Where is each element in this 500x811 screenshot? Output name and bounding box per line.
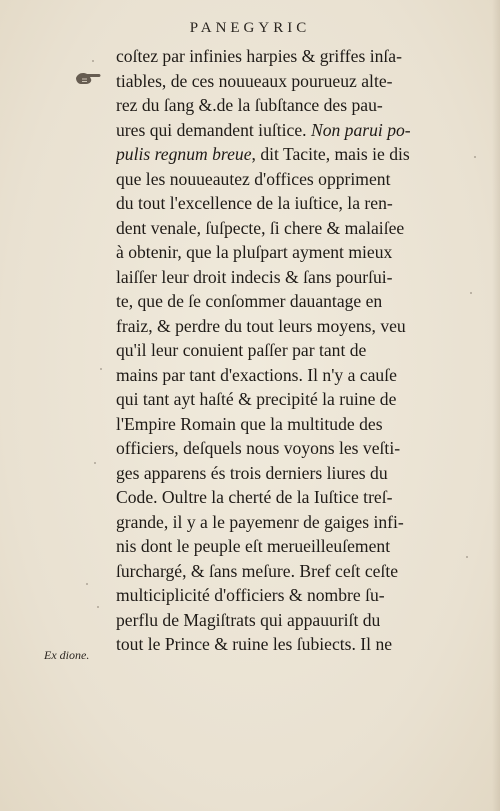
text-line: que les nouueautez d'offices oppriment (116, 168, 391, 189)
text-line: fraiz, & perdre du tout leurs moyens, veu (116, 315, 406, 336)
text-line: qui tant ayt haſté & precipité la ruine de (116, 389, 397, 409)
body-text (116, 44, 461, 657)
text-line: grande, il y a le payemenr de gaiges infi- (116, 511, 404, 532)
text-line: ures qui demandent iuſtice. Non parui po- (116, 119, 411, 140)
text-line: mains par tant d'exactions. Il n'y a cauſe (116, 364, 397, 385)
text-line: officiers, deſquels nous voyons les veſti- (116, 438, 401, 458)
running-header: PANEGYRIC (189, 20, 311, 36)
text-line: tout le Prince & ruine les ſubiects. Il ne (116, 634, 393, 654)
text-line: Code. Oultre la cherté de la Iuſtice treſ- (116, 487, 393, 507)
text-line: l'Empire Romain que la multitude des (116, 413, 383, 434)
text-line: à obtenir, que la pluſpart ayment mieux (116, 242, 393, 262)
pointing-hand-icon (74, 69, 102, 87)
page-edge-shadow (492, 0, 500, 811)
text-line: ſurchargé, & ſans meſure. Bref ceſt ceſte (116, 560, 399, 581)
text-line: perflu de Magiſtrats qui appauuriſt du (116, 609, 381, 630)
text-line: dent venale, ſuſpecte, ſi chere & malaiſee (116, 217, 405, 238)
text-line: rez du ſang &.de la ſubſtance des pau- (116, 95, 383, 115)
margin-citation: Ex dione. (44, 648, 90, 662)
text-line: multiciplicité d'officiers & nombre ſu- (116, 585, 385, 605)
text-line: nis dont le peuple eſt merueilleuſement (116, 536, 391, 556)
text-line: tiables, de ces nouueaux pourueuz alte- (116, 70, 393, 91)
text-line: ges apparens és trois derniers liures du (116, 462, 388, 483)
text-line: te, que de ſe conſommer dauantage en (116, 291, 383, 311)
text-line: qu'il leur conuient paſſer par tant de (116, 340, 367, 360)
text-line: du tout l'excellence de la iuſtice, la ren- (116, 193, 393, 213)
text-line: pulis regnum breue, dit Tacite, mais ie dis (116, 144, 410, 164)
text-line: coſtez par infinies harpies & griffes inſa- (116, 46, 402, 66)
text-line: laiſſer leur droit indecis & ſans pourſui- (116, 266, 393, 287)
